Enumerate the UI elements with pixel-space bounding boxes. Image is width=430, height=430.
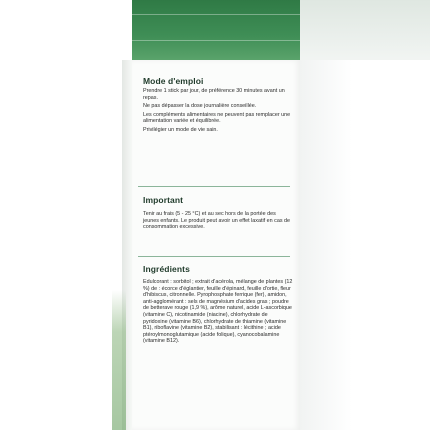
ingredients-text: Edulcorant : sorbitol ; extrait d'acérola, mélange de plantes (12 %) de : écorce d'églantier, feuille d'épinard, feuille d'ortie, fleur d'hibiscus, citronnelle. Pyrophosphate ferrique (fer), amidon, anti-agglomérant : sels de magnésium d'acides gras ; poudre de betterave rouge (1,9 %), arôme naturel, acide L-ascorbique (vitamine C), nicotinamide (niacine), chlorhydrate de pyridoxine (vitamine B6), chlorhydrate de thiamine (vitamine B1), riboflavine (vitamine B2), stabilisant : lécithine ; acide ptéroylmonoglutamique (acide folique), cyanocobalamine (vitamine B12). [143, 279, 293, 345]
mode-emploi-line: Ne pas dépasser la dose journalière conseillée. [143, 103, 257, 110]
important-text: Tenir au frais (5 - 25 °C) et au sec hors de la portée des jeunes enfants. Le produit peut avoir un effet laxatif en cas de consommation excessive. [143, 211, 291, 231]
section-divider [138, 256, 290, 257]
background-top-right [300, 0, 430, 62]
heading-ingredients: Ingrédients [143, 264, 190, 274]
mode-emploi-line: Les compléments alimentaires ne peuvent pas remplacer une alimentation variée et équilibrée. [143, 111, 291, 125]
section-important [143, 195, 293, 231]
box-green-top-panel [132, 0, 300, 60]
panel-stripe [132, 14, 300, 15]
background-right [300, 60, 430, 430]
leaf-decoration [112, 290, 126, 430]
mode-emploi-line: Privilégier un mode de vie sain. [143, 126, 218, 133]
section-divider [138, 186, 290, 187]
panel-stripe [132, 40, 300, 41]
heading-mode-emploi: Mode d'emploi [143, 76, 204, 86]
mode-emploi-line: Prendre 1 stick par jour, de préférence 30 minutes avant un repas. [143, 88, 285, 101]
section-ingredients [143, 264, 293, 345]
heading-important: Important [143, 195, 184, 205]
mode-emploi-text [143, 88, 293, 134]
section-mode-emploi [143, 76, 293, 136]
